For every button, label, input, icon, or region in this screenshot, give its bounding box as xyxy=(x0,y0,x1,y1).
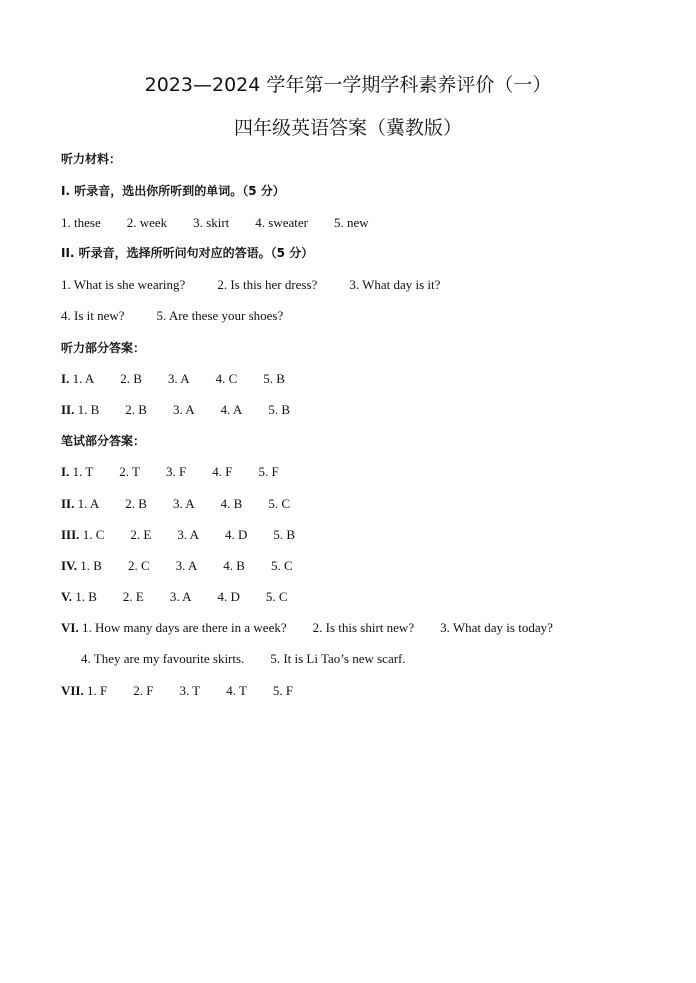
answer-row-number: I. xyxy=(61,464,70,479)
answer-row-number: IV. xyxy=(61,558,78,573)
answer-row xyxy=(61,463,279,481)
list-item: 2. week xyxy=(126,215,168,230)
answer-row-number: I. xyxy=(61,371,70,386)
listening-material-heading: 听力材料： xyxy=(61,152,122,166)
answer-row-number: VII. xyxy=(61,683,84,698)
list-item: 5. B xyxy=(263,371,285,386)
list-item: 3. F xyxy=(166,464,187,479)
list-item: 5. C xyxy=(268,496,290,511)
list-item: 3. A xyxy=(172,496,195,511)
answer-row-number: VI. xyxy=(61,620,79,635)
answer-row-number: III. xyxy=(61,527,80,542)
list-item: 4. F xyxy=(212,464,233,479)
list-item: 4. T xyxy=(226,683,247,698)
list-item: 5. B xyxy=(268,402,290,417)
written-answers-heading: 笔试部分答案： xyxy=(61,434,146,448)
list-item: 5. new xyxy=(333,215,369,230)
list-item: 3. A xyxy=(177,527,199,542)
list-item: 2. E xyxy=(122,589,144,604)
list-item: 1. T xyxy=(72,464,94,479)
list-item: 4. B xyxy=(223,558,245,573)
list-item: 1. these xyxy=(61,215,101,230)
list-item: 5. It is Li Tao’s new scarf. xyxy=(270,651,406,666)
list-item: 2. T xyxy=(119,464,140,479)
answer-row-number: V. xyxy=(61,589,72,604)
list-item: 1. How many days are there in a week? xyxy=(81,620,287,635)
answer-row xyxy=(61,682,293,700)
list-item: 5. B xyxy=(273,527,296,542)
list-item: 3. A xyxy=(175,558,198,573)
list-item: 1. B xyxy=(80,558,102,573)
listening-part1-label: I. 听录音，选出你所听到的单词。（5 分） xyxy=(61,184,285,198)
list-item: 4. They are my favourite skirts. xyxy=(81,651,245,666)
list-item: 5. C xyxy=(265,589,288,604)
list-item: 1. B xyxy=(75,589,97,604)
answer-row xyxy=(61,401,290,419)
document-title: 2023—2024 学年第一学期学科素养评价（一） xyxy=(144,74,552,96)
list-item: 2. Is this her dress? xyxy=(217,277,318,292)
answer-row xyxy=(61,557,293,575)
list-item: 1. F xyxy=(87,683,108,698)
list-item: 4. D xyxy=(217,589,240,604)
answer-row-vi-1 xyxy=(61,619,553,637)
list-item: 1. B xyxy=(77,402,100,417)
list-item: 3. A xyxy=(169,589,192,604)
listening-part2-row1 xyxy=(61,276,440,294)
list-item: 3. T xyxy=(179,683,201,698)
answer-row-number: II. xyxy=(61,496,75,511)
list-item: 5. C xyxy=(270,558,293,573)
answer-row xyxy=(61,495,290,513)
list-item: 2. Is this shirt new? xyxy=(312,620,415,635)
list-item: 1. A xyxy=(77,496,100,511)
list-item: 2. E xyxy=(130,527,152,542)
list-item: 3. A xyxy=(172,402,195,417)
listening-part2-label: II. 听录音，选择所听问句对应的答语。（5 分） xyxy=(61,246,314,260)
list-item: 3. What day is it? xyxy=(349,277,441,292)
listening-part1-items xyxy=(61,214,369,232)
list-item: 4. C xyxy=(215,371,238,386)
list-item: 5. F xyxy=(272,683,294,698)
answer-row xyxy=(61,526,295,544)
list-item: 1. What is she wearing? xyxy=(61,277,186,292)
list-item: 5. F xyxy=(258,464,279,479)
list-item: 2. C xyxy=(127,558,150,573)
list-item: 4. D xyxy=(224,527,248,542)
list-item: 1. A xyxy=(72,371,95,386)
listening-answers-heading: 听力部分答案： xyxy=(61,341,146,355)
answer-row-number: II. xyxy=(61,402,75,417)
list-item: 3. skirt xyxy=(193,215,230,230)
answer-row-vi-2 xyxy=(81,650,406,668)
list-item: 5. Are these your shoes? xyxy=(156,308,284,323)
answer-row xyxy=(61,370,285,388)
document-subtitle: 四年级英语答案（冀教版） xyxy=(233,117,462,139)
list-item: 1. C xyxy=(82,527,105,542)
list-item: 4. Is it new? xyxy=(61,308,125,323)
list-item: 2. F xyxy=(133,683,154,698)
list-item: 4. B xyxy=(220,496,243,511)
list-item: 2. B xyxy=(120,371,142,386)
list-item: 3. What day is today? xyxy=(440,620,553,635)
listening-part2-row2 xyxy=(61,307,283,325)
list-item: 4. sweater xyxy=(255,215,308,230)
list-item: 4. A xyxy=(220,402,243,417)
list-item: 2. B xyxy=(125,402,147,417)
list-item: 3. A xyxy=(167,371,190,386)
list-item: 2. B xyxy=(125,496,147,511)
answer-row xyxy=(61,588,288,606)
